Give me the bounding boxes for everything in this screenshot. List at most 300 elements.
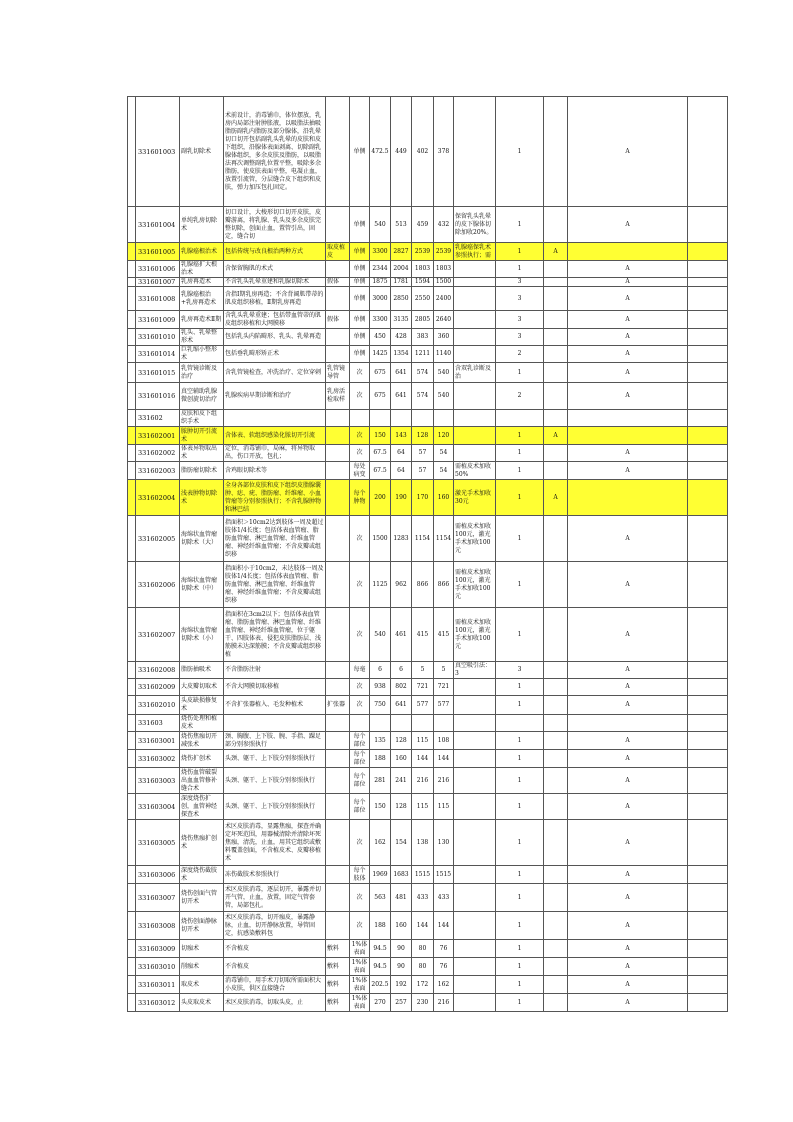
cell-p3: 866 [412, 562, 434, 608]
cell-note [454, 696, 496, 715]
cell-p4: 540 [434, 363, 454, 383]
cell-content: 不含植皮 [224, 958, 326, 976]
cell-code: 331603008 [136, 912, 180, 940]
cell-p2: 90 [391, 958, 412, 976]
cell-p1: 1425 [370, 346, 391, 363]
cell-e2: A [568, 958, 688, 976]
cell-name: 取皮术 [180, 976, 224, 994]
cell-note [454, 768, 496, 794]
cell-e2 [568, 715, 688, 732]
cell-p1: 750 [370, 696, 391, 715]
cell-empty [688, 363, 728, 383]
cell-empty [128, 462, 136, 480]
cell-excl [326, 608, 350, 662]
cell-e2: A [568, 884, 688, 912]
cell-empty [128, 662, 136, 679]
cell-note: 含双乳诊断及治 [454, 363, 496, 383]
cell-note [454, 346, 496, 363]
cell-e2: A [568, 278, 688, 287]
cell-content: 术区皮肤消毒，切开痂皮，暴露静脉，止血，切开静脉放置，导管固定，抗感染敷料包 [224, 912, 326, 940]
cell-excl [326, 679, 350, 696]
cell-unit: 次 [350, 445, 370, 462]
cell-cls: 1 [496, 958, 544, 976]
cell-p2: 1283 [391, 516, 412, 562]
table-row [128, 884, 728, 912]
cell-note [454, 884, 496, 912]
cell-empty [128, 243, 136, 261]
cell-p4: 415 [434, 608, 454, 662]
table-row [128, 363, 728, 383]
cell-code: 331603001 [136, 732, 180, 750]
table-row [128, 662, 728, 679]
cell-content: 指面积小于10cm2，未达肢体一周及肢体1/4长度；包括体表血管瘤、脂肪血管瘤、淋巴血管瘤、纤维血管瘤、神经纤维血管瘤；不含皮瓣或组织移 [224, 562, 326, 608]
cell-p3: 144 [412, 750, 434, 768]
cell-empty [128, 329, 136, 346]
cell-empty [688, 346, 728, 363]
cell-cls: 1 [496, 994, 544, 1012]
cell-note [454, 329, 496, 346]
cell-empty [688, 261, 728, 278]
cell-note [454, 311, 496, 329]
cell-p4: 76 [434, 940, 454, 958]
cell-p1: 94.5 [370, 940, 391, 958]
cell-empty [688, 679, 728, 696]
cell-p1: 135 [370, 732, 391, 750]
cell-code: 331603010 [136, 958, 180, 976]
cell-p2: 2004 [391, 261, 412, 278]
cell-e1 [544, 976, 568, 994]
cell-content: 不含大网膜切取移植 [224, 679, 326, 696]
cell-e1 [544, 732, 568, 750]
table-body [128, 97, 728, 1012]
cell-code: 331602006 [136, 562, 180, 608]
cell-p2 [391, 410, 412, 427]
cell-e2: A [568, 940, 688, 958]
cell-name: 脓肿切开引流术 [180, 427, 224, 445]
cell-e1: A [544, 243, 568, 261]
cell-p1: 270 [370, 994, 391, 1012]
cell-excl: 假体 [326, 311, 350, 329]
cell-cls: 1 [496, 608, 544, 662]
cell-p4: 721 [434, 679, 454, 696]
cell-cls: 3 [496, 278, 544, 287]
cell-note [454, 794, 496, 820]
cell-empty [688, 820, 728, 866]
cell-unit: 单侧 [350, 243, 370, 261]
cell-name: 削痂术 [180, 958, 224, 976]
cell-e2: A [568, 750, 688, 768]
table-row [128, 287, 728, 311]
cell-unit: 单侧 [350, 278, 370, 287]
cell-excl: 敷料 [326, 940, 350, 958]
cell-cls: 1 [496, 768, 544, 794]
cell-p1: 675 [370, 383, 391, 410]
cell-code: 331602001 [136, 427, 180, 445]
cell-empty [688, 715, 728, 732]
cell-e2: A [568, 696, 688, 715]
cell-cls: 2 [496, 346, 544, 363]
cell-p2: 641 [391, 383, 412, 410]
cell-p2: 241 [391, 768, 412, 794]
cell-p2: 481 [391, 884, 412, 912]
cell-p3: 2550 [412, 287, 434, 311]
cell-p2: 962 [391, 562, 412, 608]
cell-e2 [568, 427, 688, 445]
cell-name: 乳管镜诊断及治疗 [180, 363, 224, 383]
cell-content: 含指Ⅰ期乳房再造；不含背阔肌带蒂的肌皮组织移植，Ⅱ期乳房再造 [224, 287, 326, 311]
cell-p3: 115 [412, 794, 434, 820]
cell-p4: 216 [434, 768, 454, 794]
cell-excl [326, 329, 350, 346]
cell-e1 [544, 794, 568, 820]
cell-cls: 1 [496, 976, 544, 994]
cell-empty [688, 278, 728, 287]
cell-note [454, 427, 496, 445]
cell-code: 331602009 [136, 679, 180, 696]
cell-name: 脂肪抽吸术 [180, 662, 224, 679]
cell-p2: 64 [391, 445, 412, 462]
cell-p2: 257 [391, 994, 412, 1012]
cell-p1: 162 [370, 820, 391, 866]
cell-cls: 3 [496, 662, 544, 679]
cell-code: 331603012 [136, 994, 180, 1012]
cell-code: 331603004 [136, 794, 180, 820]
cell-empty [128, 516, 136, 562]
cell-p1: 563 [370, 884, 391, 912]
cell-p3: 138 [412, 820, 434, 866]
cell-p4 [434, 410, 454, 427]
cell-excl [326, 562, 350, 608]
cell-empty [688, 794, 728, 820]
cell-p2: 461 [391, 608, 412, 662]
cell-code: 331601009 [136, 311, 180, 329]
cell-content: 头颈、躯干、上下肢分别参照执行 [224, 794, 326, 820]
cell-empty [688, 410, 728, 427]
price-table-sheet [127, 96, 728, 1012]
cell-unit [350, 715, 370, 732]
cell-code: 331603 [136, 715, 180, 732]
cell-p4: 130 [434, 820, 454, 866]
table-row [128, 243, 728, 261]
cell-p3: 383 [412, 329, 434, 346]
cell-code: 331602008 [136, 662, 180, 679]
cell-p1: 188 [370, 912, 391, 940]
cell-note [454, 866, 496, 884]
cell-unit: 每处病变 [350, 462, 370, 480]
cell-unit: 每个部位 [350, 750, 370, 768]
cell-p2: 428 [391, 329, 412, 346]
cell-note [454, 994, 496, 1012]
cell-content: 不含脂肪注射 [224, 662, 326, 679]
cell-cls: 1 [496, 884, 544, 912]
cell-note [454, 445, 496, 462]
cell-empty [128, 287, 136, 311]
table-row [128, 750, 728, 768]
cell-excl [326, 768, 350, 794]
cell-p4: 2539 [434, 243, 454, 261]
cell-e1: A [544, 427, 568, 445]
cell-p4: 216 [434, 994, 454, 1012]
table-row [128, 679, 728, 696]
cell-note [454, 820, 496, 866]
cell-note [454, 940, 496, 958]
cell-name: 头皮缺损修复术 [180, 696, 224, 715]
cell-name: 烧伤创面气管切开术 [180, 884, 224, 912]
cell-note: 真空吸引法：3 [454, 662, 496, 679]
cell-e1 [544, 462, 568, 480]
cell-cls: 3 [496, 287, 544, 311]
cell-p1: 3300 [370, 243, 391, 261]
cell-content: 术区皮肤消毒，显露焦痂，探查并确定坏死范围，用器械清除并清除坏死焦痂，清洗，止血，用其它组织或敷料覆盖创面，不含植皮术、皮瓣移植术 [224, 820, 326, 866]
cell-e1 [544, 562, 568, 608]
cell-e1 [544, 662, 568, 679]
cell-empty [128, 768, 136, 794]
table-row [128, 794, 728, 820]
cell-note: 需植皮术加收100元，激光手术加收100元 [454, 562, 496, 608]
cell-name: 浅表肿物切除术 [180, 480, 224, 516]
cell-p2: 641 [391, 363, 412, 383]
cell-unit: 次 [350, 562, 370, 608]
cell-p1: 1969 [370, 866, 391, 884]
cell-code: 331601010 [136, 329, 180, 346]
cell-p4 [434, 715, 454, 732]
cell-p3: 5 [412, 662, 434, 679]
cell-e1 [544, 715, 568, 732]
cell-excl [326, 445, 350, 462]
cell-cls [496, 410, 544, 427]
cell-empty [128, 97, 136, 207]
cell-unit: 次 [350, 363, 370, 383]
cell-empty [688, 207, 728, 243]
cell-note: 需植皮术加收100元，激光手术加收100元 [454, 516, 496, 562]
cell-p3: 415 [412, 608, 434, 662]
cell-note [454, 958, 496, 976]
page-cutoff [127, 1016, 707, 1022]
cell-cls: 3 [496, 329, 544, 346]
cell-p1 [370, 715, 391, 732]
cell-unit: 每个部位 [350, 732, 370, 750]
cell-e1 [544, 383, 568, 410]
table-row [128, 278, 728, 287]
cell-empty [688, 243, 728, 261]
cell-e1 [544, 287, 568, 311]
cell-cls: 1 [496, 207, 544, 243]
cell-e1 [544, 97, 568, 207]
cell-unit: 每个肿物 [350, 480, 370, 516]
cell-e1 [544, 207, 568, 243]
cell-code: 331603002 [136, 750, 180, 768]
cell-p1: 188 [370, 750, 391, 768]
cell-empty [688, 608, 728, 662]
cell-cls: 1 [496, 462, 544, 480]
cell-name: 烧伤焦痂切开减张术 [180, 732, 224, 750]
cell-empty [688, 287, 728, 311]
cell-unit: 单侧 [350, 346, 370, 363]
cell-e1 [544, 958, 568, 976]
cell-note: 保留乳头乳晕的皮下腺体切除加收20%。 [454, 207, 496, 243]
cell-p3: 80 [412, 958, 434, 976]
cell-p3: 80 [412, 940, 434, 958]
price-table [127, 96, 728, 1012]
cell-note [454, 383, 496, 410]
cell-excl [326, 912, 350, 940]
table-row [128, 696, 728, 715]
cell-e2: A [568, 207, 688, 243]
cell-e1 [544, 679, 568, 696]
cell-content: 不含植皮 [224, 940, 326, 958]
cell-p4: 108 [434, 732, 454, 750]
cell-p1: 2344 [370, 261, 391, 278]
cell-p1: 67.5 [370, 462, 391, 480]
cell-p3: 170 [412, 480, 434, 516]
cell-p4: 160 [434, 480, 454, 516]
cell-p3: 216 [412, 768, 434, 794]
cell-p2: 64 [391, 462, 412, 480]
cell-excl [326, 427, 350, 445]
cell-p4: 1154 [434, 516, 454, 562]
cell-content: 术前设计，消毒铺巾，体位摆放，乳房内局部注射肿胀液，以吸脂法抽吸脂肪副乳内脂肪及部分腺体，沿乳晕切口切开包括副乳头乳晕的皮肤和皮下组织，沿腺体表面剥离、切除副乳腺体组织，多余皮肤及脂肪，以吸脂法再次调整副乳位置平整，吸除多余脂肪，使皮肤表面平整，电凝止血，放置引流管，分层缝合皮下组织和皮肤，弹力加压包扎固定。 [224, 97, 326, 207]
cell-p4: 540 [434, 383, 454, 410]
cell-cls: 1 [496, 912, 544, 940]
cell-name: 副乳切除术 [180, 97, 224, 207]
cell-name: 乳房再造术Ⅱ期 [180, 311, 224, 329]
cell-unit: 次 [350, 427, 370, 445]
table-row [128, 994, 728, 1012]
cell-unit: 每毫 [350, 662, 370, 679]
cell-excl [326, 261, 350, 278]
cell-e1 [544, 994, 568, 1012]
cell-unit: 单侧 [350, 311, 370, 329]
cell-empty [128, 608, 136, 662]
cell-e2 [568, 480, 688, 516]
cell-excl [326, 480, 350, 516]
cell-p3: 1594 [412, 278, 434, 287]
cell-p2: 90 [391, 940, 412, 958]
cell-code: 331601015 [136, 363, 180, 383]
cell-e2: A [568, 462, 688, 480]
cell-p2: 160 [391, 750, 412, 768]
cell-empty [128, 976, 136, 994]
cell-name: 乳房再造术 [180, 278, 224, 287]
cell-p4: 1803 [434, 261, 454, 278]
table-row [128, 768, 728, 794]
cell-p4: 866 [434, 562, 454, 608]
cell-content: 包括传统与改良根治两种方式 [224, 243, 326, 261]
cell-content: 切口设计，大梭形切口切开皮肤，皮瓣游离，将乳腺、乳头及多余皮肤完整切除，创面止血，置管引出，固定，缝合切 [224, 207, 326, 243]
cell-name: 烧伤扩创术 [180, 750, 224, 768]
cell-cls: 1 [496, 516, 544, 562]
cell-note [454, 97, 496, 207]
table-row [128, 976, 728, 994]
cell-unit: 次 [350, 820, 370, 866]
cell-empty [128, 679, 136, 696]
cell-content: 头颈、躯干、上下肢分别参照执行 [224, 768, 326, 794]
cell-p2: 802 [391, 679, 412, 696]
cell-excl [326, 715, 350, 732]
cell-empty [128, 261, 136, 278]
cell-p3: 574 [412, 363, 434, 383]
cell-p2: 2827 [391, 243, 412, 261]
cell-p3: 721 [412, 679, 434, 696]
cell-e2: A [568, 363, 688, 383]
cell-excl [326, 346, 350, 363]
cell-excl [326, 750, 350, 768]
cell-p1: 675 [370, 363, 391, 383]
cell-code: 331601007 [136, 278, 180, 287]
cell-p1: 281 [370, 768, 391, 794]
cell-code: 331603011 [136, 976, 180, 994]
cell-e2: A [568, 912, 688, 940]
cell-empty [688, 662, 728, 679]
cell-unit: 1%体表面 [350, 994, 370, 1012]
cell-p1: 938 [370, 679, 391, 696]
cell-empty [128, 346, 136, 363]
table-row [128, 480, 728, 516]
table-row [128, 383, 728, 410]
cell-p1 [370, 410, 391, 427]
cell-e2: A [568, 976, 688, 994]
cell-empty [128, 750, 136, 768]
cell-content: 全身各部位皮肤和皮下组织皮脂腺囊肿、痣、疣、脂肪瘤、纤维瘤、小血管瘤等分别参照执行；不含乳腺肿物和淋巴结 [224, 480, 326, 516]
cell-p1: 202.5 [370, 976, 391, 994]
cell-e1 [544, 311, 568, 329]
table-row [128, 940, 728, 958]
cell-code: 331602004 [136, 480, 180, 516]
cell-code: 331603007 [136, 884, 180, 912]
cell-empty [688, 958, 728, 976]
cell-p1: 94.5 [370, 958, 391, 976]
cell-empty [128, 696, 136, 715]
table-row [128, 97, 728, 207]
cell-p2: 1354 [391, 346, 412, 363]
cell-p1: 472.5 [370, 97, 391, 207]
cell-excl: 乳房活检取样 [326, 383, 350, 410]
cell-content: 头颈、躯干、上下肢分别参照执行 [224, 750, 326, 768]
cell-p3: 57 [412, 445, 434, 462]
cell-note [454, 976, 496, 994]
cell-e2: A [568, 994, 688, 1012]
cell-p4: 577 [434, 696, 454, 715]
cell-content: 含鸡眼切除术等 [224, 462, 326, 480]
cell-e2: A [568, 261, 688, 278]
cell-excl [326, 884, 350, 912]
cell-empty [688, 994, 728, 1012]
cell-e2: A [568, 794, 688, 820]
cell-content: 指面积在3cm2以下；包括体表血管瘤、脂肪血管瘤、淋巴血管瘤、纤维血管瘤、神经纤维血管瘤，位于躯干、四肢体表、侵犯皮肤脂肪层、浅筋膜未达深筋膜；不含皮瓣或组织移植 [224, 608, 326, 662]
cell-excl: 敷料 [326, 976, 350, 994]
cell-note: 需植皮术加收50% [454, 462, 496, 480]
cell-unit: 单侧 [350, 207, 370, 243]
cell-code: 331602007 [136, 608, 180, 662]
table-row [128, 516, 728, 562]
cell-excl [326, 732, 350, 750]
cell-code: 331602003 [136, 462, 180, 480]
cell-cls: 1 [496, 480, 544, 516]
cell-cls: 1 [496, 820, 544, 866]
cell-code: 331601014 [136, 346, 180, 363]
cell-excl [326, 866, 350, 884]
cell-excl: 扩张器 [326, 696, 350, 715]
cell-unit: 单侧 [350, 97, 370, 207]
cell-p2: 190 [391, 480, 412, 516]
cell-unit: 次 [350, 696, 370, 715]
cell-e1 [544, 696, 568, 715]
cell-p1: 200 [370, 480, 391, 516]
cell-empty [128, 732, 136, 750]
cell-e1 [544, 278, 568, 287]
cell-e1 [544, 750, 568, 768]
cell-p2: 160 [391, 912, 412, 940]
